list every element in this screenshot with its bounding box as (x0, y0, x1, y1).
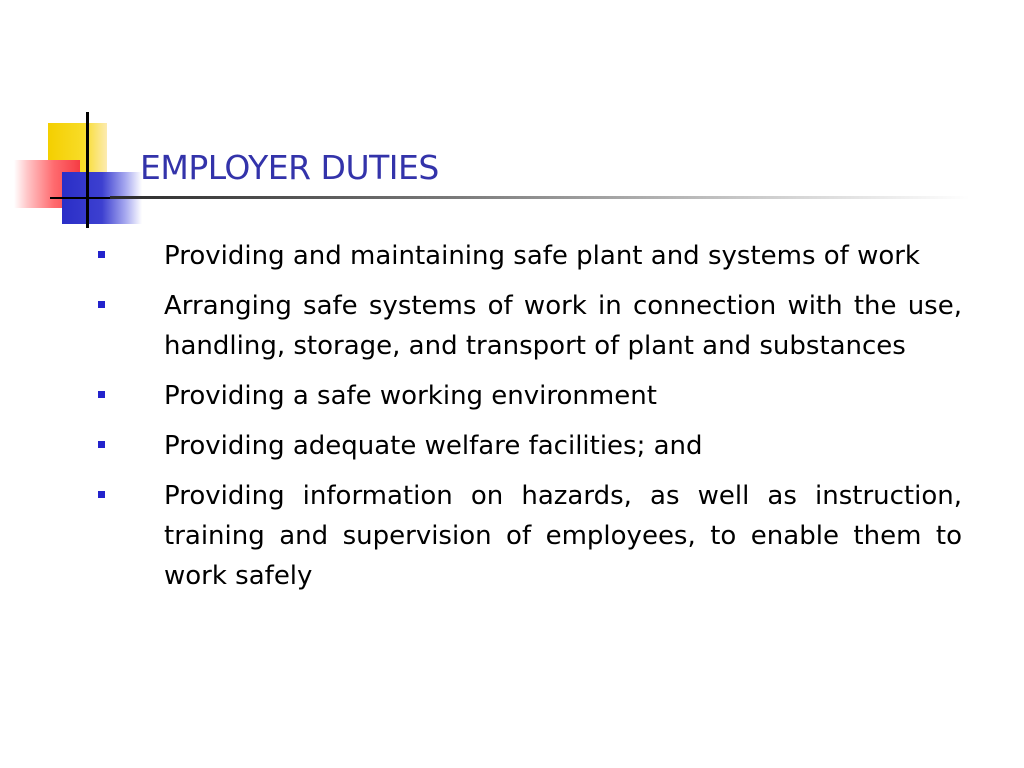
title-underline (110, 196, 970, 199)
list-item (0, 236, 1024, 276)
list-item (0, 286, 1024, 366)
square-bullet-icon (98, 301, 105, 308)
colored-squares-logo-icon (0, 0, 160, 240)
list-item (0, 376, 1024, 416)
square-bullet-icon (98, 251, 105, 258)
bullet-text: Providing and maintaining safe plant and systems of work (164, 241, 920, 271)
logo-vertical-line (86, 112, 89, 228)
slide-title: EMPLOYER DUTIES (140, 148, 439, 187)
square-bullet-icon (98, 391, 105, 398)
bullet-text: Providing adequate welfare facilities; and (164, 431, 703, 461)
bullet-text: Providing a safe working environment (164, 381, 657, 411)
square-bullet-icon (98, 441, 105, 448)
bullet-text: Providing information on hazards, as well as instruction, training and supervision of employees, to enable them to work safely (164, 481, 962, 591)
list-item (0, 426, 1024, 466)
bullet-list (0, 236, 1024, 606)
square-bullet-icon (98, 491, 105, 498)
bullet-text: Arranging safe systems of work in connection with the use, handling, storage, and transport of plant and substances (164, 291, 962, 361)
list-item (0, 476, 1024, 596)
